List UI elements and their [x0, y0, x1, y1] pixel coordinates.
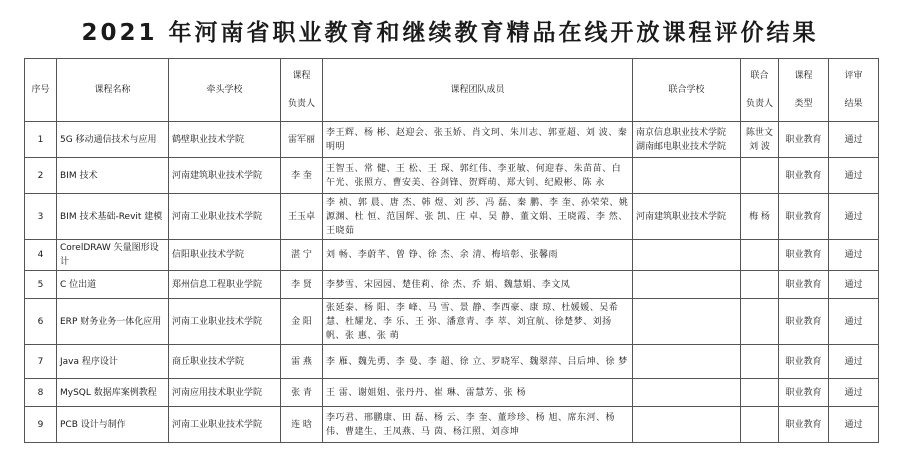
cell-joint-school: 南京信息职业技术学院 湖南邮电职业技术学院: [633, 122, 741, 158]
cell-result: 通过: [829, 379, 879, 407]
cell-lead-person: 雷 燕: [281, 345, 323, 379]
cell-team-members: 李梦雪、宋园园、楚佳莉、徐 杰、乔 娟、魏慧娟、李文凤: [323, 271, 633, 299]
cell-lead-school: 河南工业职业技术学院: [169, 407, 281, 443]
cell-joint-person: [741, 271, 779, 299]
header-lead-person-line2: 负责人: [287, 99, 315, 109]
header-course-type-line2: 类型: [794, 99, 813, 109]
cell-joint-person: [741, 379, 779, 407]
cell-course-type: 职业教育: [779, 379, 829, 407]
cell-course-type: 职业教育: [779, 345, 829, 379]
cell-course-name: 5G 移动通信技术与应用: [57, 122, 169, 158]
header-course-type-line1: 课程: [794, 71, 813, 81]
header-lead-person: [281, 59, 323, 122]
cell-joint-person: [741, 407, 779, 443]
table-row: [25, 407, 879, 443]
cell-result: 通过: [829, 407, 879, 443]
cell-course-type: 职业教育: [779, 122, 829, 158]
table-row: [25, 240, 879, 271]
table-row: [25, 379, 879, 407]
cell-lead-school: 郑州信息工程职业学院: [169, 271, 281, 299]
table-row: [25, 271, 879, 299]
cell-joint-school: [633, 240, 741, 271]
cell-seq: 8: [25, 379, 57, 407]
cell-lead-school: 河南工业职业技术学院: [169, 194, 281, 240]
header-team: 课程团队成员: [323, 59, 633, 122]
cell-lead-person: 李 奎: [281, 158, 323, 194]
cell-team-members: 李巧君、邢鹏康、田 磊、杨 云、李 奎、董珍珍、杨 旭、席东河、杨 伟、曹建生、王凤燕、马 茵、杨江照、刘彦坤: [323, 407, 633, 443]
cell-seq: 1: [25, 122, 57, 158]
cell-joint-school: [633, 158, 741, 194]
cell-course-name: MySQL 数据库案例教程: [57, 379, 169, 407]
cell-course-type: 职业教育: [779, 158, 829, 194]
header-course-type: [779, 59, 829, 122]
cell-team-members: 刘 畅、李蔚芊、曾 铮、徐 杰、余 清、梅培彰、张馨雨: [323, 240, 633, 271]
cell-seq: 3: [25, 194, 57, 240]
header-lead-person-line1: 课程: [292, 71, 311, 81]
cell-lead-school: 河南工业职业技术学院: [169, 299, 281, 345]
cell-seq: 2: [25, 158, 57, 194]
header-result: [829, 59, 879, 122]
cell-joint-person: [741, 240, 779, 271]
header-joint-person-line1: 联合: [750, 71, 769, 81]
header-seq: 序号: [25, 59, 57, 122]
table-row: [25, 158, 879, 194]
cell-team-members: 王智玉、常 健、王 松、王 琛、郭红伟、李亚敏、何迎春、朱苗苗、白午光、张照方、曹安美、谷剑锋、贺辉萌、郑大钊、纪殿彬、陈 永: [323, 158, 633, 194]
header-joint-person-line2: 负责人: [745, 99, 773, 109]
cell-joint-school: [633, 299, 741, 345]
cell-team-members: 李 祯、郭 晨、唐 杰、韩 煜、刘 莎、冯 磊、秦 鹏、李 奎、孙荣荣、姚源渊、杜 恒、范国辉、张 凯、庄 卓、吴 静、董文娟、王晓霞、李 然、王晓茹: [323, 194, 633, 240]
header-result-line2: 结果: [844, 99, 863, 109]
cell-course-type: 职业教育: [779, 240, 829, 271]
table-row: [25, 345, 879, 379]
cell-lead-person: 李 贤: [281, 271, 323, 299]
table-row: [25, 299, 879, 345]
cell-course-name: ERP 财务业务一体化应用: [57, 299, 169, 345]
table-row: [25, 194, 879, 240]
cell-joint-person: [741, 345, 779, 379]
cell-team-members: 李 雁、魏先勇、李 曼、李 超、徐 立、罗晓军、魏翠萍、吕后坤、徐 梦: [323, 345, 633, 379]
cell-seq: 4: [25, 240, 57, 271]
page-title: 2021 年河南省职业教育和继续教育精品在线开放课程评价结果: [81, 20, 819, 46]
table-row: [25, 122, 879, 158]
cell-course-name: BIM 技术: [57, 158, 169, 194]
cell-lead-school: 鹤壁职业技术学院: [169, 122, 281, 158]
cell-joint-school: [633, 407, 741, 443]
cell-joint-school: [633, 345, 741, 379]
cell-course-name: PCB 设计与制作: [57, 407, 169, 443]
cell-result: 通过: [829, 345, 879, 379]
header-result-line1: 评审: [844, 71, 863, 81]
cell-course-name: BIM 技术基础-Revit 建模: [57, 194, 169, 240]
header-lead-school: 牵头学校: [169, 59, 281, 122]
cell-lead-person: 金 阳: [281, 299, 323, 345]
cell-lead-school: 河南建筑职业技术学院: [169, 158, 281, 194]
cell-course-type: 职业教育: [779, 194, 829, 240]
cell-result: 通过: [829, 122, 879, 158]
cell-lead-school: 信阳职业技术学院: [169, 240, 281, 271]
cell-joint-person: 梅 杨: [741, 194, 779, 240]
header-joint-person: [741, 59, 779, 122]
header-course-name: 课程名称: [57, 59, 169, 122]
cell-team-members: 王 雷、谢姐姐、张丹丹、崔 琳、雷慧芳、张 杨: [323, 379, 633, 407]
cell-lead-person: 雷军丽: [281, 122, 323, 158]
cell-course-type: 职业教育: [779, 271, 829, 299]
cell-course-type: 职业教育: [779, 299, 829, 345]
header-joint-school: 联合学校: [633, 59, 741, 122]
cell-joint-school: [633, 379, 741, 407]
cell-course-name: C 位出道: [57, 271, 169, 299]
cell-lead-school: 河南应用技术职业学院: [169, 379, 281, 407]
cell-course-name: CorelDRAW 矢量图形设计: [57, 240, 169, 271]
cell-result: 通过: [829, 194, 879, 240]
cell-team-members: 李王辉、杨 彬、赵迎会、张玉娇、肖文珂、朱川志、郭亚超、刘 波、秦明明: [323, 122, 633, 158]
cell-course-type: 职业教育: [779, 407, 829, 443]
cell-seq: 7: [25, 345, 57, 379]
cell-joint-school: [633, 271, 741, 299]
cell-result: 通过: [829, 271, 879, 299]
results-table: [24, 58, 879, 443]
cell-team-members: 张延泰、杨 阳、李 峰、马 雪、景 静、李西豪、康 琼、杜媛媛、吴希慧、杜耀龙、李 乐、王 弥、潘意青、李 萃、刘宜航、徐楚梦、刘扬帆、张 惠、张 萌: [323, 299, 633, 345]
cell-lead-person: 王玉卓: [281, 194, 323, 240]
cell-seq: 5: [25, 271, 57, 299]
cell-result: 通过: [829, 299, 879, 345]
cell-joint-school: 河南建筑职业技术学院: [633, 194, 741, 240]
cell-result: 通过: [829, 240, 879, 271]
cell-joint-person: 陈世文 刘 波: [741, 122, 779, 158]
cell-lead-person: 连 晗: [281, 407, 323, 443]
cell-lead-person: 湛 宁: [281, 240, 323, 271]
cell-lead-person: 张 青: [281, 379, 323, 407]
cell-seq: 6: [25, 299, 57, 345]
cell-seq: 9: [25, 407, 57, 443]
cell-result: 通过: [829, 158, 879, 194]
cell-lead-school: 商丘职业技术学院: [169, 345, 281, 379]
cell-joint-person: [741, 158, 779, 194]
table-header-row: [25, 59, 879, 122]
cell-joint-person: [741, 299, 779, 345]
cell-course-name: Java 程序设计: [57, 345, 169, 379]
